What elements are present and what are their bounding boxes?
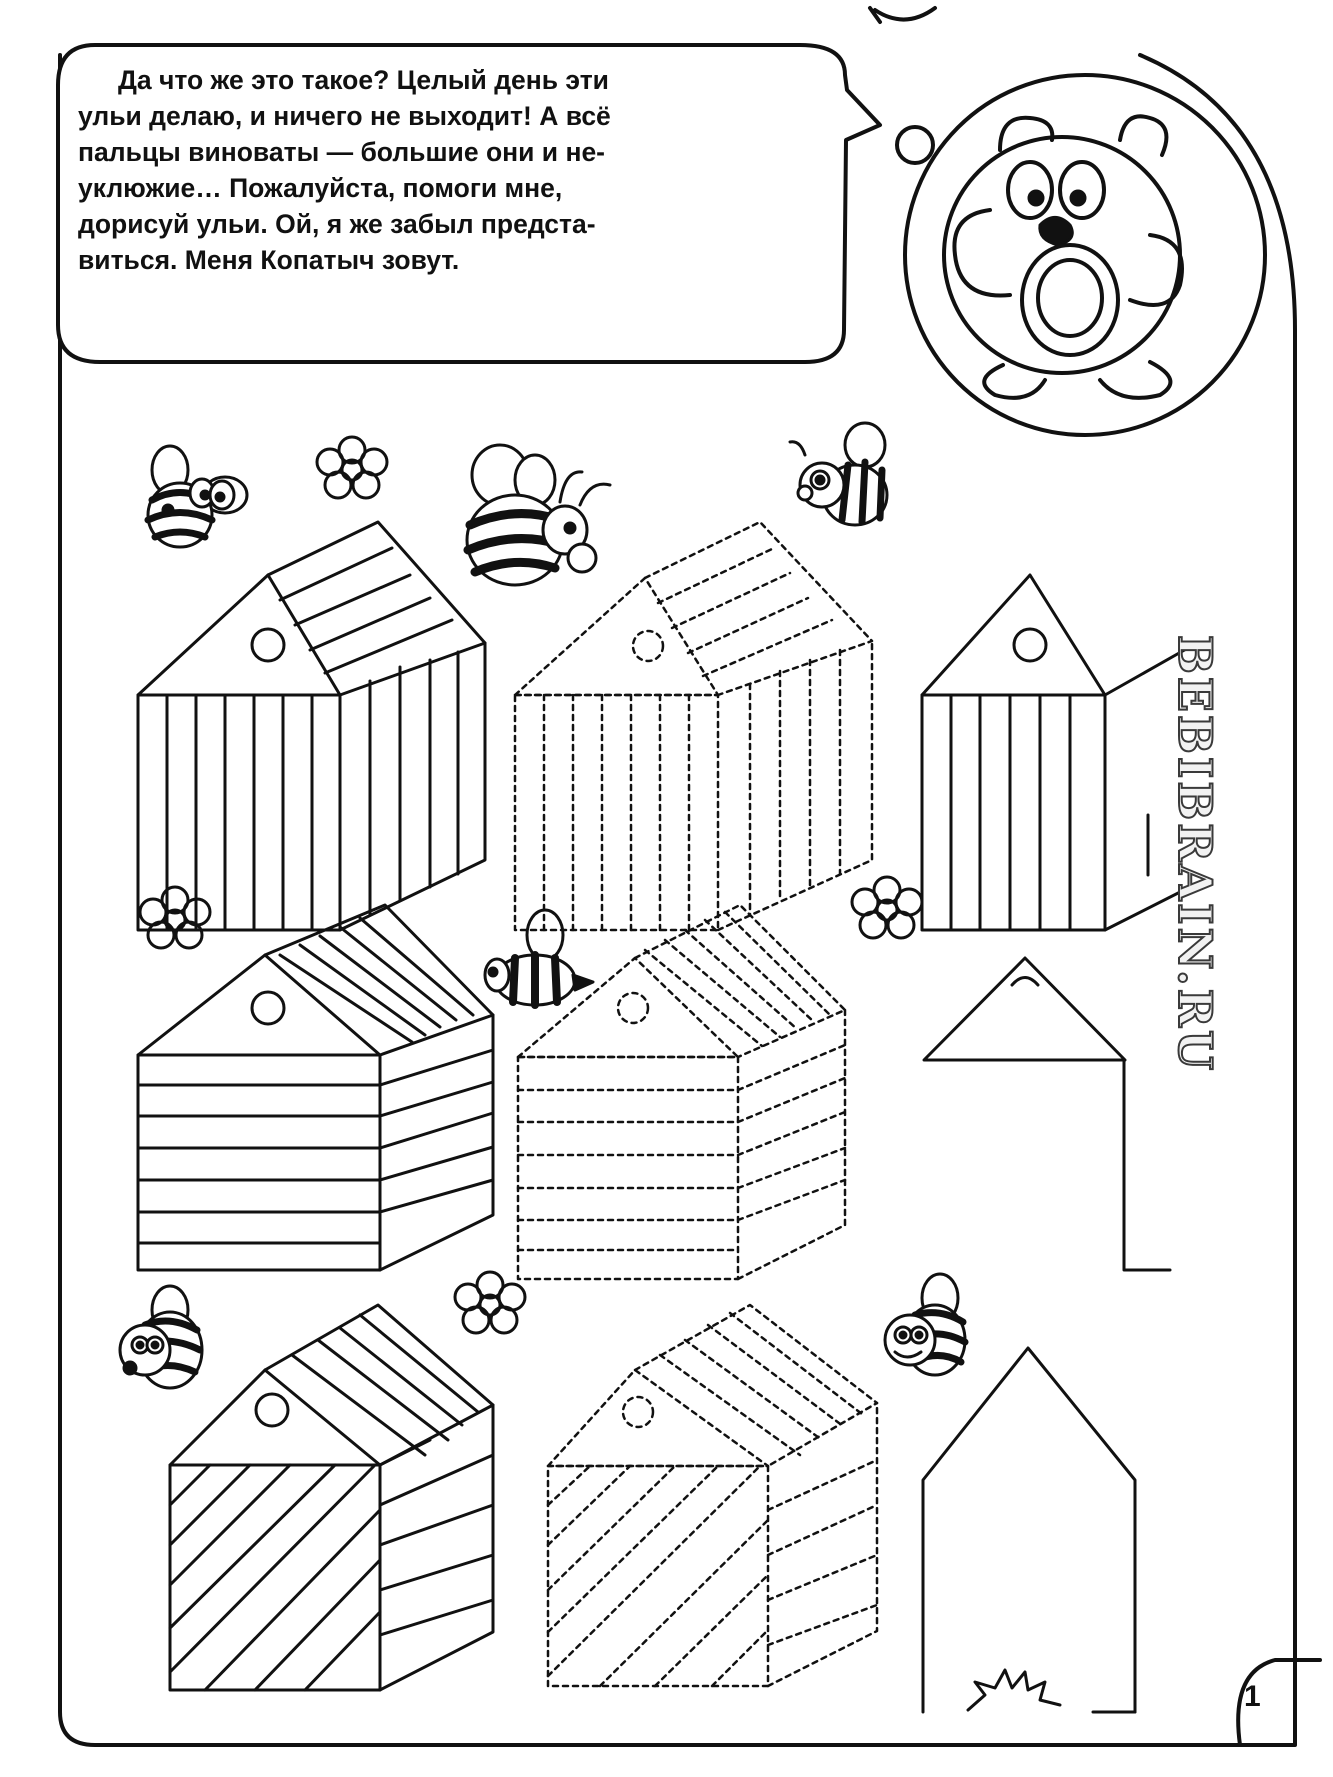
speech-line: дорисуй ульи. Ой, я же забыл предста- [78,209,596,239]
beehive-trace-horizontal [518,905,845,1279]
beehive-complete-diagonal [170,1305,493,1690]
thought-bubble [897,127,933,163]
beehive-partial-vertical [922,575,1188,930]
speech-line: Да что же это такое? Целый день эти [118,65,609,95]
speech-line: пальцы виноваты — большие они и не- [78,137,606,167]
beehive-trace-diagonal [548,1305,877,1686]
speech-line: виться. Меня Копатыч зовут. [78,245,460,275]
flower-icon [317,437,387,498]
bee-icon [120,1286,202,1388]
beehive-trace-vertical [515,522,872,930]
flower-icon [140,887,210,948]
corner-tab [870,8,935,22]
speech-line: ульи делаю, и ничего не выходит! А всё [78,101,611,131]
beehive-complete-vertical [138,522,485,930]
flower-icon [852,877,922,938]
bee-icon [885,1274,965,1375]
beehive-complete-horizontal [138,905,493,1270]
speech-line: уклюжие… Пожалуйста, помоги мне, [78,173,563,203]
bee-icon [148,446,247,547]
bee-icon [790,423,887,525]
page-number: 1 [1244,1680,1261,1713]
bee-icon [467,445,610,585]
beehive-outline-2 [924,958,1170,1270]
speech-bubble-text [78,62,818,278]
flower-icon [455,1272,525,1333]
bee-icon [485,910,593,1005]
watermark: BEBIBRAIN.RU [1168,635,1222,1074]
beehive-outline-3 [923,1348,1135,1712]
bear-character-icon [905,75,1265,435]
